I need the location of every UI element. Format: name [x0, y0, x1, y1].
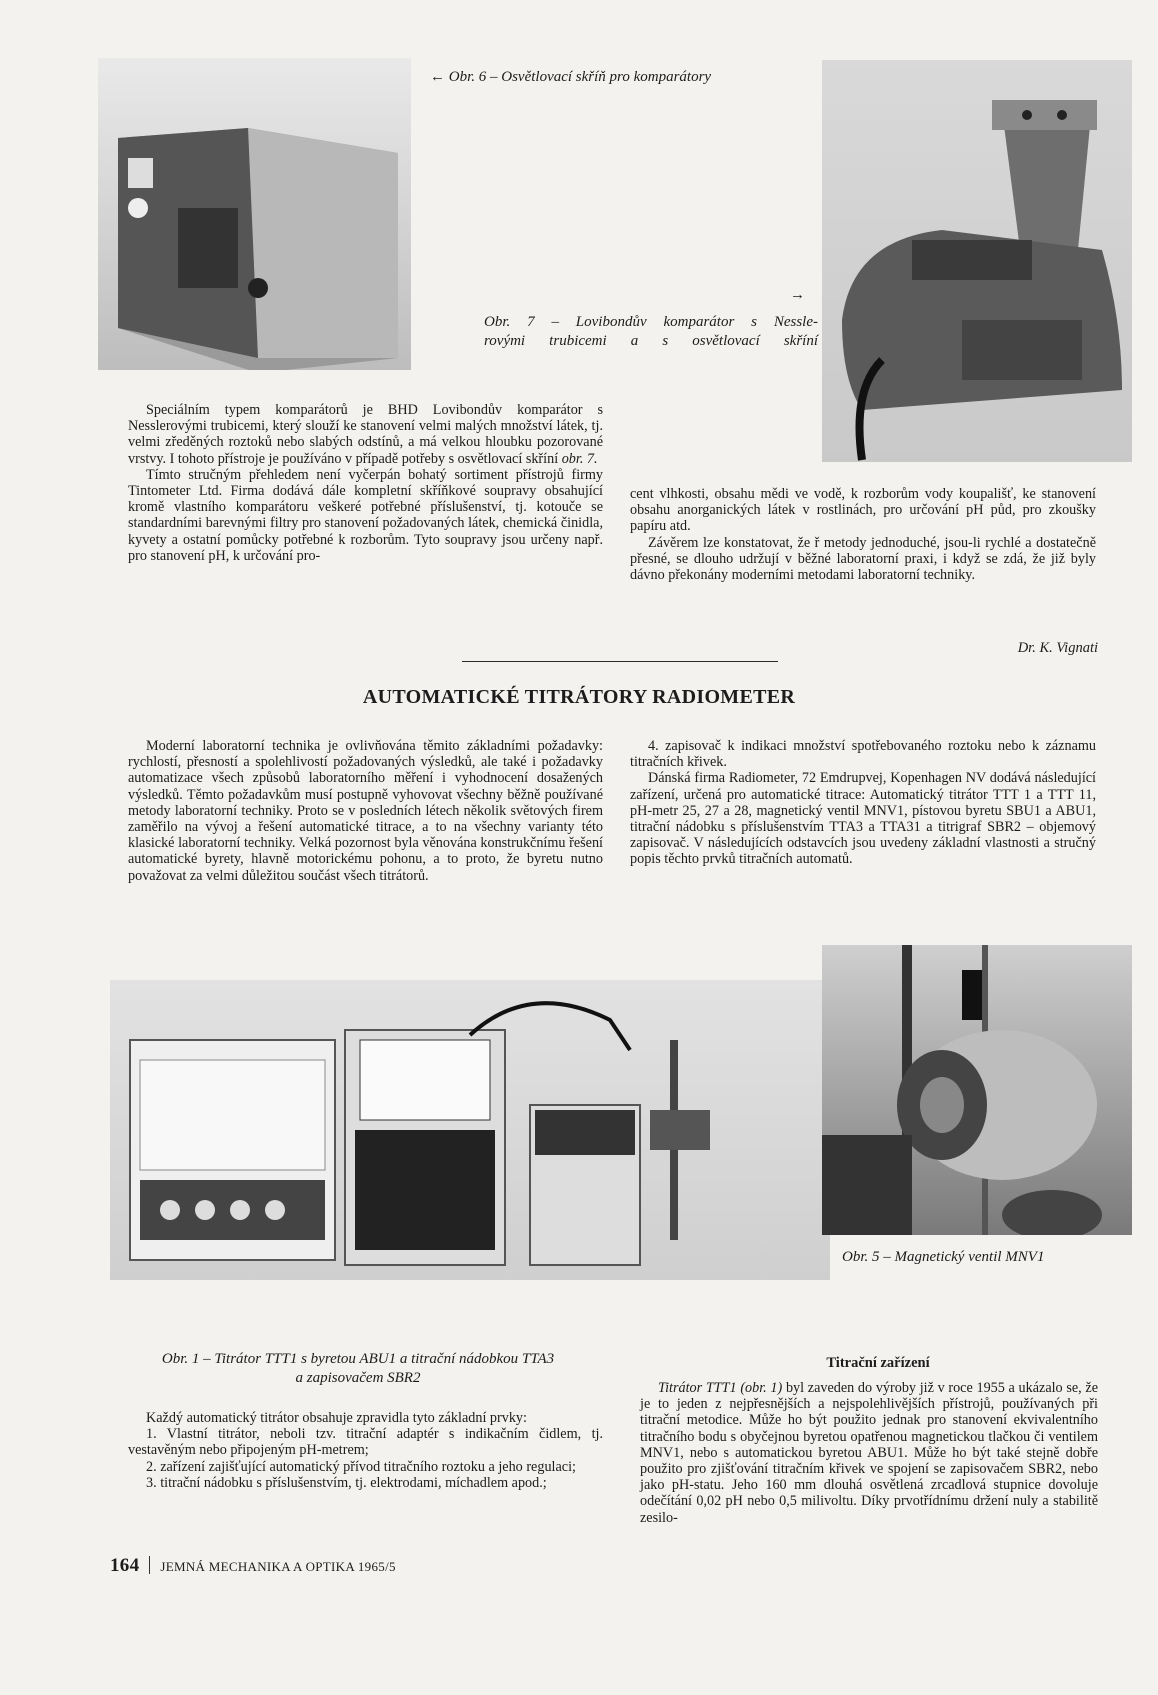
caption-fig1-line1: Obr. 1 – Titrátor TTT1 s byretou ABU1 a titrační nádobkou TTA3 — [161, 1351, 555, 1367]
article1-left-p2: Tímto stručným přehledem není vyčerpán bohatý sortiment přístrojů firmy Tintometer Ltd. Firma dodává dále kompletní skříňkové soupravy obsahující kromě vlastního komparátoru veškeré potřebné příslušenství, tj. kotouče se standardními barevnými filtry pro stanovení požadovaných látek, chemická činidla, kyvety a ostatní pomůcky potřebné k rozborům. Tyto soupravy jsou určeny např. pro stanovení pH, k určování pro- — [128, 466, 603, 564]
article1-right-column — [630, 486, 1096, 583]
caption-fig7-arrow: → — [790, 287, 805, 303]
article1-right-p2: Závěrem lze konstatovat, že ř metody jednoduché, jsou-li rychlé a dostatečně přesné, se dlouho udržují v běžné laboratorní praxi, i když se zdá, že již byly dávno překonány moderními metodami laboratorní techniky. — [630, 534, 1096, 584]
titrator-ttt1-lead: Titrátor TTT1 (obr. 1) — [658, 1380, 783, 1396]
section-divider — [462, 661, 778, 662]
subheading-titration-equipment: Titrační zařízení — [826, 1355, 930, 1371]
journal-name: JEMNÁ MECHANIKA A OPTIKA 1965/5 — [160, 1559, 396, 1574]
article2-left-p1: Moderní laboratorní technika je ovlivňována těmito základními požadavky: rychlostí, přesností a spolehlivostí požadovaných výsledků, ale také i požadavky automatizace všech způsobů laboratorního měření i vyhodnocení dosažených výsledků. Těmto požadavkům musí postupně vyhovovat všechny běžně používané metody laboratorní techniky. Proto se v posledních létech několik světových firem zaměřilo na vývoj a řešení automatické titrace, a to na všechny varianty této klasické laboratorní techniky. Velká pozornost byla věnována konstrukčnímu řešení automatické byrety, hlavně motorickému pohonu, a to proto, že byretu nutno považovat za velmi důležitou součást všech titrátorů. — [128, 738, 603, 884]
element-2: 2. zařízení zajišťující automatický přívod titračního roztoku a jeho regulaci; — [146, 1458, 576, 1475]
caption-fig5: Obr. 5 – Magnetický ventil MNV1 — [842, 1249, 1045, 1265]
article2-title: AUTOMATICKÉ TITRÁTORY RADIOMETER — [362, 686, 796, 708]
photo-illumination-box — [98, 58, 411, 370]
photo-magnetic-valve — [822, 945, 1132, 1235]
element-1: 1. Vlastní titrátor, neboli tzv. titrační adaptér s indikačním čidlem, tj. vestavěným nebo připojeným pH-metrem; — [128, 1426, 603, 1459]
author-signature: Dr. K. Vignati — [1017, 640, 1098, 656]
article2-right-p2: Dánská firma Radiometer, 72 Emdrupvej, Kopenhagen NV dodává následující zařízení, určená pro automatické titrace: Automatický titrátor TTT 1 a TTT 11, pH-metr 25, 27 a 28, magnetický ventil MNV1, pístovou byretu SBU1 a ABU1, titrační nádobku s příslušenstvím TTA3 a TTA31 a titrigraf SBR2 – objemový zapisovač. V následujících odstavcích jsou uvedeny základní vlastnosti a stručný popis těchto prvků titračních automatů. — [630, 770, 1096, 868]
article2-left-column — [128, 738, 603, 884]
page-number: 164 — [110, 1555, 140, 1576]
caption-fig7-line2: rovými trubicemi a s osvětlovací skříní — [484, 333, 818, 349]
article2-right-p1: 4. zapisovač k indikaci množství spotřebovaného roztoku nebo k záznamu titračních křivek. — [630, 738, 1096, 771]
elements-intro: Každý automatický titrátor obsahuje zpravidla tyto základní prvky: — [146, 1410, 527, 1426]
titrator-ttt1-text: byl zaveden do výroby již v roce 1955 a ukázalo se, že je to jeden z nejpřesnějších a nejspolehlivějších přístrojů, používaných při titrační metodice. Může ho být použito jednak pro stanovení ekvivalentního titračního bodu s obyčejnou byretou opatřenou magnetickou tlačkou či ventilem MNV1, nebo s automatickou byretou ABU1. Může ho být také stejně dobře použito pro zjišťování titračním křivek ve spojení se zapisovačem SBR2, nebo jako pH-statu. Jeho 160 mm dlouhá osvětlená zrcadlová stupnice dovoluje odečítání 0,02 pH nebo 0,5 milivoltu. Díky prvotřídnímu držení nuly a stabilitě zesilo- — [640, 1380, 1098, 1526]
figure-ref-obr7: obr. 7. — [561, 450, 598, 467]
elements-list-column — [128, 1410, 603, 1491]
element-3: 3. titrační nádobku s příslušenstvím, tj. elektrodami, míchadlem apod.; — [146, 1474, 547, 1491]
article1-left-p1: Speciálním typem komparátorů je BHD Lovibondův komparátor s Nesslerovými trubicemi, který slouží ke stanovení velmi malých množství látek, tj. velmi zředěných roztoků nebo slabých odstínů, a má velkou hloubku pozorované vrstvy. I tohoto přístroje je používáno v případě potřeby s osvětlovací skříní — [128, 402, 603, 467]
footer-separator — [149, 1556, 150, 1574]
article2-right-column — [630, 738, 1096, 868]
page-footer — [110, 1555, 396, 1577]
caption-fig7-line1: Obr. 7 – Lovibondův komparátor s Nessle- — [484, 314, 818, 330]
titrator-ttt1-column — [640, 1380, 1098, 1526]
caption-fig1-line2: a zapisovačem SBR2 — [295, 1370, 421, 1386]
article1-left-column — [128, 402, 603, 564]
photo-lovibond-comparator — [822, 60, 1132, 462]
article1-right-p1: cent vlhkosti, obsahu mědi ve vodě, k rozborům vody koupališť, ke stanovení obsahu anorganických látek v rostlinách, pro určování pH půd, pro zkoušky papíru atd. — [630, 486, 1096, 535]
photo-titrator-system — [110, 980, 830, 1280]
caption-fig6: ← Obr. 6 – Osvětlovací skříň pro komparátory — [430, 69, 712, 85]
